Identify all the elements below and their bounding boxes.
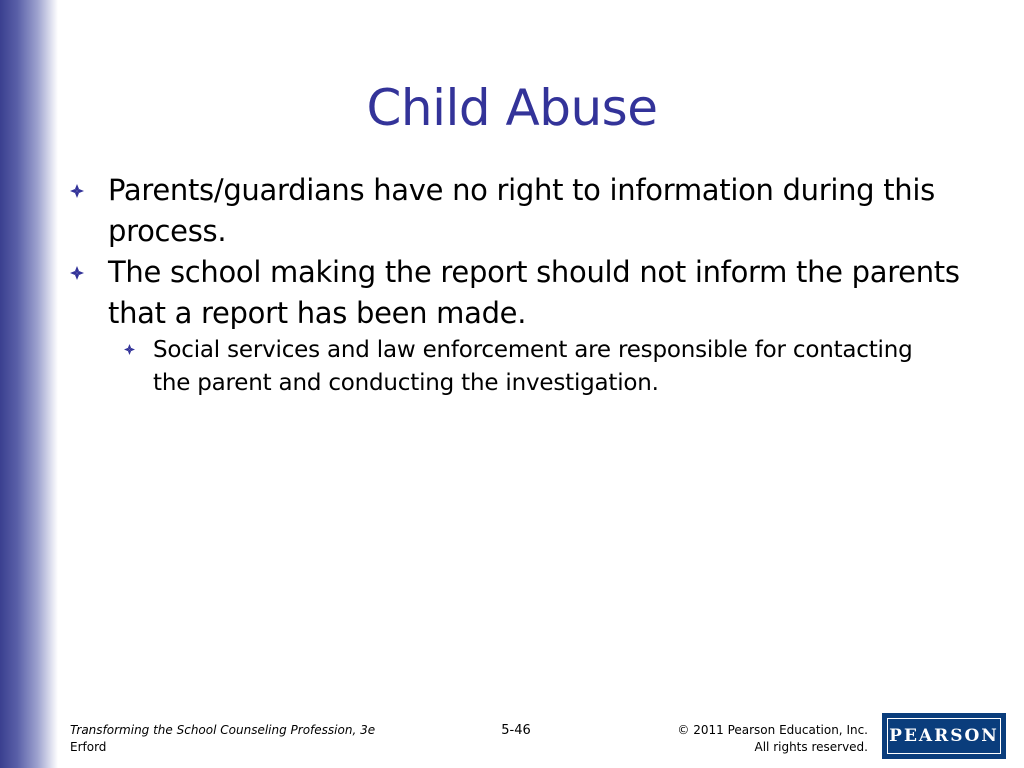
bullet-text: The school making the report should not inform the parents that a report has been made. xyxy=(108,255,960,330)
logo-text: PEARSON xyxy=(887,718,1001,754)
slide-body xyxy=(66,170,966,400)
footer-author: Erford xyxy=(70,740,107,754)
footer-book-info xyxy=(70,722,375,756)
diamond-bullet-icon xyxy=(70,184,84,198)
diamond-bullet-icon xyxy=(70,266,84,280)
footer-copyright xyxy=(677,722,868,756)
sub-bullet-item xyxy=(108,334,913,400)
pearson-logo xyxy=(882,713,1006,759)
rights-text: All rights reserved. xyxy=(754,740,868,754)
diamond-bullet-icon xyxy=(124,344,135,355)
bullet-item xyxy=(66,252,966,334)
footer-page-number: 5-46 xyxy=(501,723,531,738)
copyright-text: © 2011 Pearson Education, Inc. xyxy=(677,723,868,737)
bullet-item xyxy=(66,170,966,252)
sub-bullet-text: Social services and law enforcement are responsible for contacting the parent and conducting the investigation. xyxy=(153,337,913,396)
footer-book-title: Transforming the School Counseling Profession, 3e xyxy=(70,723,376,737)
slide-title: Child Abuse xyxy=(366,79,658,137)
bullet-text: Parents/guardians have no right to information during this process. xyxy=(108,173,935,248)
